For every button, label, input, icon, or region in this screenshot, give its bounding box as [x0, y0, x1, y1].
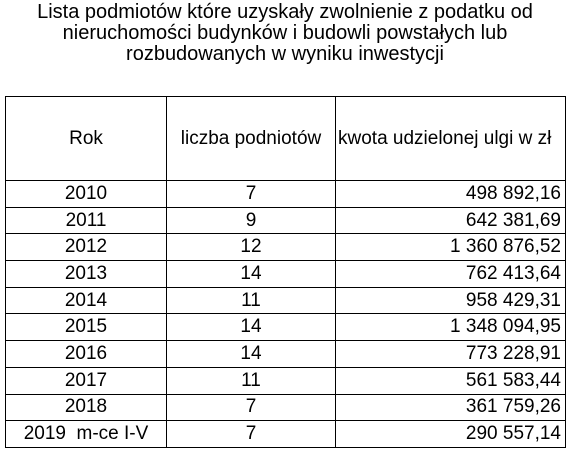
cell-year: 2010: [6, 181, 167, 208]
cell-count: 7: [167, 394, 336, 421]
exemptions-table: [5, 96, 566, 448]
cell-count: 11: [167, 287, 336, 314]
table-row: [6, 367, 566, 394]
table-row: [6, 341, 566, 368]
table-row: [6, 261, 566, 288]
cell-amount: 561 583,44: [336, 367, 566, 394]
table-row: [6, 287, 566, 314]
header-count: liczba podniotów: [167, 97, 336, 181]
cell-amount: 1 360 876,52: [336, 234, 566, 261]
cell-count: 9: [167, 207, 336, 234]
header-year: Rok: [6, 97, 167, 181]
cell-count: 14: [167, 314, 336, 341]
cell-count: 7: [167, 421, 336, 448]
cell-year: 2014: [6, 287, 167, 314]
table-row: [6, 394, 566, 421]
cell-count: 7: [167, 181, 336, 208]
cell-count: 11: [167, 367, 336, 394]
cell-amount: 498 892,16: [336, 181, 566, 208]
table-row: [6, 314, 566, 341]
title-line-1: Lista podmiotów które uzyskały zwolnienie z podatku od: [37, 1, 533, 23]
table-row: [6, 421, 566, 448]
cell-year: 2011: [6, 207, 167, 234]
cell-amount: 361 759,26: [336, 394, 566, 421]
table-row: [6, 207, 566, 234]
cell-year: 2017: [6, 367, 167, 394]
document-title: [0, 2, 570, 65]
title-line-2: nieruchomości budynków i budowli powstałych lub: [62, 22, 508, 44]
title-line-3: rozbudowanych w wyniku inwestycji: [126, 43, 444, 65]
cell-year: 2013: [6, 261, 167, 288]
cell-count: 12: [167, 234, 336, 261]
cell-count: 14: [167, 341, 336, 368]
table-row: [6, 181, 566, 208]
cell-amount: 290 557,14: [336, 421, 566, 448]
cell-year: 2019 m-ce I-V: [6, 421, 167, 448]
table-header-row: [6, 97, 566, 181]
header-amount: kwota udzielonej ulgi w zł: [336, 97, 566, 181]
cell-amount: 1 348 094,95: [336, 314, 566, 341]
cell-year: 2016: [6, 341, 167, 368]
table-row: [6, 234, 566, 261]
cell-amount: 773 228,91: [336, 341, 566, 368]
cell-year: 2018: [6, 394, 167, 421]
cell-count: 14: [167, 261, 336, 288]
cell-year: 2012: [6, 234, 167, 261]
cell-amount: 958 429,31: [336, 287, 566, 314]
cell-amount: 642 381,69: [336, 207, 566, 234]
cell-year: 2015: [6, 314, 167, 341]
cell-amount: 762 413,64: [336, 261, 566, 288]
